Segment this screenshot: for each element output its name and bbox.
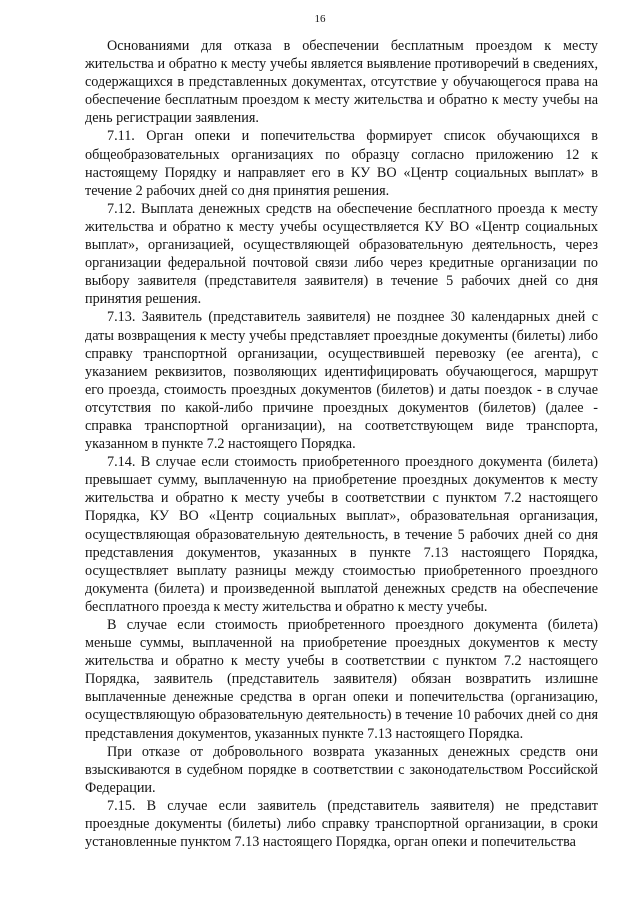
paragraph-7-14-court: При отказе от добровольного возврата указанных денежных средств они взыскиваются в судебном порядке в соответствии с законодательством Российской Федерации.: [85, 743, 598, 796]
paragraph-7-13: 7.13. Заявитель (представитель заявителя) не позднее 30 календарных дней с даты возвращения к месту учебы представляет проездные документы (билеты) либо справку транспортной организации, осуществившей перевозку (ее агента), с указанием реквизитов, позволяющих идентифицировать обучающегося, маршрут его проезда, стоимость проездных документов (билетов) и даты поездок - в случае отсутствия по какой-либо причине проездных документов (билетов) (далее - справка транспортной организации), на соответствующем виде транспорта, указанном в пункте 7.2 настоящего Порядка.: [85, 309, 598, 453]
paragraph-7-14-refund: В случае если стоимость приобретенного проездного документа (билета) меньше суммы, выплаченной на приобретение проездных документов к месту жительства и обратно к месту учебы в соответствии с пунктом 7.2 настоящего Порядка, заявитель (представитель заявителя) обязан возвратить излишне выплаченные денежные средства в орган опеки и попечительства (организацию, осуществляющую образовательную деятельность) в течение 10 рабочих дней со дня представления документов, указанных пункте 7.13 настоящего Порядка.: [85, 617, 598, 742]
paragraph-refusal-grounds: Основаниями для отказа в обеспечении бесплатным проездом к месту жительства и обратно к месту учебы является выявление противоречий в сведениях, содержащихся в представленных документах, отсутствие у обучающегося права на обеспечение бесплатным проездом к месту жительства и обратно к месту учебы на день регистрации заявления.: [85, 38, 598, 127]
paragraph-7-15: 7.15. В случае если заявитель (представитель заявителя) не представит проездные документы (билеты) либо справку транспортной организации, в сроки установленные пунктом 7.13 настоящего Порядка, орган опеки и попечительства: [85, 797, 598, 851]
document-body: [85, 37, 598, 851]
paragraph-7-14: 7.14. В случае если стоимость приобретенного проездного документа (билета) превышает сумму, выплаченную на приобретение проездных документов к месту жительства и обратно к месту учебы в соответствии с пунктом 7.2 настоящего Порядка, КУ ВО «Центр социальных выплат», образовательная организация, осуществляющая образовательную деятельность, в течение 5 рабочих дней со дня представления документов, указанных в пункте 7.13 настоящего Порядка, осуществляет выплату разницы между стоимостью приобретенного проездного документа (билета) и произведенной выплатой денежных средств на обеспечение бесплатного проезда к месту жительства и обратно к месту учебы.: [85, 454, 598, 615]
paragraph-7-12: 7.12. Выплата денежных средств на обеспечение бесплатного проезда к месту жительства и обратно к месту учебы осуществляется КУ ВО «Центр социальных выплат», организацией, осуществляющей образовательную деятельность, через организации федеральной почтовой связи либо через кредитные организации по выбору заявителя (представителя заявителя) в течение 5 рабочих дней со дня принятия решения.: [85, 200, 598, 308]
page-number: 16: [314, 13, 326, 25]
paragraph-7-11: 7.11. Орган опеки и попечительства формирует список обучающихся в общеобразовательных организациях по образцу согласно приложению 12 к настоящему Порядку и направляет его в КУ ВО «Центр социальных выплат» в течение 2 рабочих дней со дня принятия решения.: [85, 128, 598, 199]
